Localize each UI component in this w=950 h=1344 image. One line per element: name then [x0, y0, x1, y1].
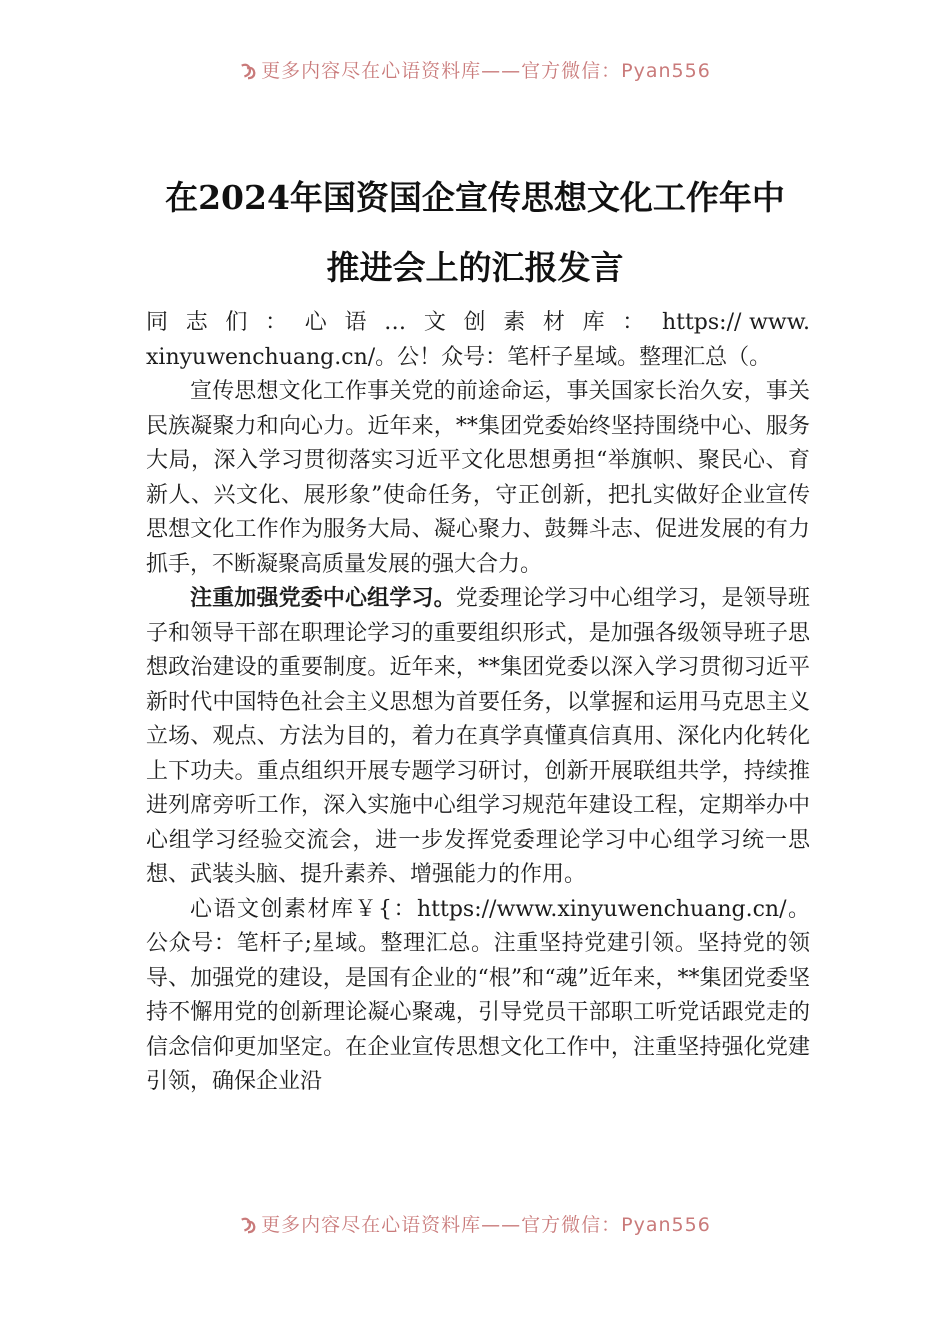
- paragraph-study: [146, 582, 810, 893]
- paragraph-study-heading: 注重加强党委中心组学习。: [190, 586, 456, 611]
- watermark-footer: [0, 1210, 950, 1236]
- document-title-line-2: 推进会上的汇报发言: [326, 248, 624, 287]
- document-title-line-1: 在2024年国资国企宣传思想文化工作年中: [165, 178, 785, 217]
- opening-source-note: https:// www.xinyuwenchuang.cn/。公！众号：笔杆子星域。整理汇总（。: [146, 310, 810, 370]
- watermark-text: 更多内容尽在心语资料库——官方微信：Pyan556: [261, 1214, 711, 1236]
- document-body: [146, 306, 810, 1100]
- watermark-header: [0, 56, 950, 82]
- opening-salutation: 同志们：心语…文创素材库：: [146, 310, 662, 335]
- paragraph-study-body: 党委理论学习中心组学习，是领导班子和领导干部在职理论学习的重要组织形式，是加强各级领导班子思想政治建设的重要制度。近年来，**集团党委以深入学习贯彻习近平新时代中国特色社会主义思想为首要任务，以掌握和运用马克思主义立场、观点、方法为目的，着力在真学真懂真信真用、深化内化转化上下功夫。重点组织开展专题学习研讨，创新开展联组共学，持续推进列席旁听工作，深入实施中心组学习规范年建设工程，定期举办中心组学习经验交流会，进一步发挥党委理论学习中心组学习统一思想、武装头脑、提升素养、增强能力的作用。: [146, 586, 810, 887]
- watermark-logo-icon: [239, 1216, 257, 1234]
- paragraph-party-building: 心语文创素材库￥{：https://www.xinyuwenchuang.cn/。公众号：笔杆子;星域。整理汇总。注重坚持党建引领。坚持党的领导、加强党的建设，是国有企业的“根”和“魂”近年来，**集团党委坚持不懈用党的创新理论凝心聚魂，引导党员干部职工听党话跟党走的信念信仰更加坚定。在企业宣传思想文化工作中，注重坚持强化党建引领，确保企业沿: [146, 896, 810, 1094]
- watermark-logo-icon: [239, 62, 257, 80]
- watermark-text: 更多内容尽在心语资料库——官方微信：Pyan556: [261, 60, 711, 82]
- paragraph-intro: 宣传思想文化工作事关党的前途命运，事关国家长治久安，事关民族凝聚力和向心力。近年来，**集团党委始终坚持围绕中心、服务大局，深入学习贯彻落实习近平文化思想勇担“举旗帜、聚民心、育新人、兴文化、展形象”使命任务，守正创新，把扎实做好企业宣传思想文化工作作为服务大局、凝心聚力、鼓舞斗志、促进发展的有力抓手，不断凝聚高质量发展的强大合力。: [146, 379, 810, 577]
- opening-paragraph: [146, 306, 810, 375]
